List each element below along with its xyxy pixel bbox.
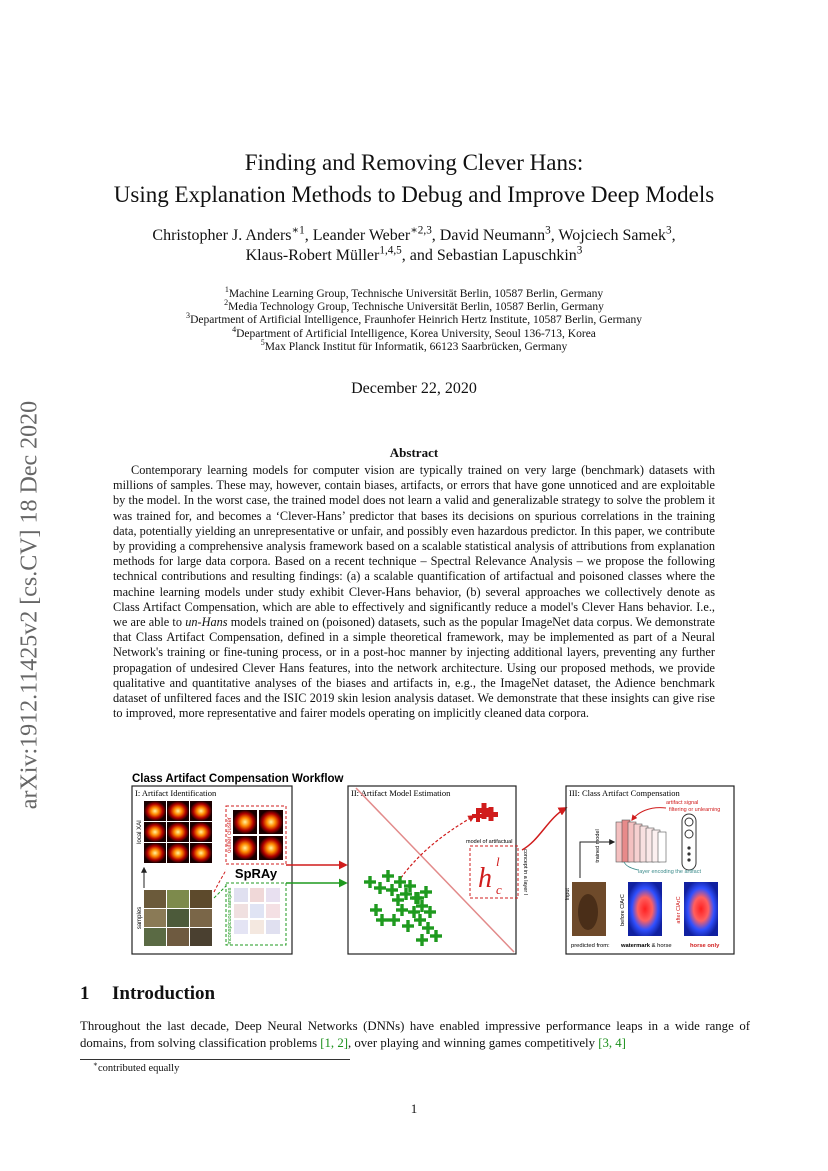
clean-cluster: [364, 870, 442, 946]
green-plus-mark: [368, 876, 371, 888]
h-symbol: h: [478, 863, 492, 894]
intro-text-2: , over playing and winning games competitively: [347, 1036, 599, 1050]
affiliation-sup: 4: [232, 324, 237, 334]
section-title: Introduction: [112, 983, 216, 1004]
green-plus-mark: [400, 904, 403, 916]
affiliation-sup: 3: [186, 311, 191, 321]
abstract-text-2: models trained on (poisoned) datasets, such as the popular ImageNet data corpus. We demonstrate that Class Artifact Compensation, defined in a simple theoretical framework, may be implemented as part of a Neural Network's training or fine-tuning process, or in a post-hoc manner by injecting additional layers, preventing any further propagation of undesired Clever Hans features, into the network architecture. Using our proposed methods, we provide qualitative and quantitative analyses of the biases and artifacts in, e.g., the ImageNet dataset, the Adience benchmark dataset of unfiltered faces and the ISIC 2019 skin lesion analysis dataset. We demonstrate that these insights can give rise to improved, more representative and fairer models operating on implicitly cleaned data corpora.: [113, 615, 715, 721]
green-plus-mark: [408, 880, 411, 892]
affiliation-sup: 2: [224, 298, 229, 308]
layer-encoding-arrow: [624, 862, 638, 870]
author-sup: ∗1: [291, 224, 305, 237]
trained-model-label: trained model: [595, 829, 601, 863]
after-clarc-heatmap: [684, 882, 718, 936]
green-plus-mark: [390, 884, 393, 896]
green-plus-mark: [420, 934, 423, 946]
author-sup: 3: [665, 224, 672, 237]
green-plus-mark: [396, 894, 399, 906]
author-name: and Sebastian Lapuschkin: [409, 247, 577, 264]
output-dot: [687, 846, 690, 849]
after-clarc-label: after ClArC: [676, 896, 682, 924]
authors-line1: Christopher J. Anders$^{∗1}$, Leander Weber$^{∗2,3}$, David Neumann$^3$, Wojciech Samek$^3$,: [152, 224, 676, 244]
spray-label: SpRAy: [234, 866, 278, 881]
arrow-red-2: [522, 808, 566, 850]
green-plus-mark: [380, 914, 383, 926]
green-plus-mark: [398, 876, 401, 888]
abstract-heading: Abstract: [389, 445, 439, 460]
figure-title: Class Artifact Compensation Workflow: [132, 773, 344, 785]
affiliation-text: Department of Artificial Intelligence, Fraunhofer Heinrich Hertz Institute, 10587 Berlin, Germany: [190, 314, 642, 327]
inconspicuous-heatmaps: [234, 888, 280, 934]
output-node: [685, 818, 693, 826]
green-plus-mark: [378, 882, 381, 894]
author-sup: 3: [576, 244, 583, 257]
signal-arrow: [632, 808, 666, 820]
h-superscript: l: [496, 854, 500, 869]
footnote-rule: [80, 1059, 350, 1060]
author-name: Wojciech Samek: [558, 227, 666, 244]
affiliation-sup: 1: [224, 285, 229, 295]
dashed-link-red: [214, 870, 226, 892]
affiliation: [0, 285, 828, 301]
green-plus-mark: [416, 892, 419, 904]
inconspicuous-label: inconspicuous samples: [227, 887, 233, 945]
paper-title-line1: Finding and Removing Clever Hans:: [244, 150, 584, 175]
outlier-cluster-label: outlier cluster: [227, 817, 233, 853]
affiliation: [0, 298, 828, 314]
footnote-text: contributed equally: [98, 1063, 180, 1074]
page-number: 1: [410, 1101, 418, 1116]
panel-title: I: Artifact Identification: [135, 788, 217, 798]
dashed-link-green: [214, 886, 226, 898]
abstract-emphasis: un-Hans: [185, 615, 228, 630]
panel-artifact-identification: [132, 786, 292, 954]
green-plus-mark: [386, 870, 389, 882]
green-plus-mark: [404, 888, 407, 900]
outlier-heatmaps: [233, 810, 283, 860]
watermark-horse-label: [620, 943, 672, 949]
filtering-label: filtering or unlearning: [669, 807, 721, 813]
paper-title-line2: Using Explanation Methods to Debug and Improve Deep Models: [113, 182, 715, 207]
section-heading: [80, 983, 215, 1005]
affiliation: [0, 324, 828, 341]
author-sup: 1,4,5: [379, 244, 402, 257]
horse-only-label: horse only: [690, 943, 720, 949]
predicted-from-label: predicted from:: [571, 943, 610, 949]
panel-class-artifact-compensation: [565, 786, 734, 954]
affiliation-text: Max Planck Institut für Informatik, 66123 Saarbrücken, Germany: [264, 340, 568, 353]
author-sup: 3: [545, 224, 551, 237]
layer-encoding-label: layer encoding the artifact: [638, 869, 701, 875]
intro-paragraph: [80, 1018, 750, 1052]
author-name: Leander Weber: [312, 227, 411, 244]
author-name: Klaus-Robert Müller: [245, 247, 380, 264]
and-horse-word: & horse: [650, 943, 672, 949]
output-node: [685, 830, 693, 838]
affiliation-text: Machine Learning Group, Technische Universität Berlin, 10587 Berlin, Germany: [228, 288, 604, 300]
green-plus-mark: [426, 922, 429, 934]
citation-link[interactable]: [1, 2]: [320, 1036, 348, 1050]
panel-artifact-model-estimation: [348, 786, 528, 954]
input-label: input: [565, 888, 571, 900]
author-sup: ∗2,3: [410, 224, 432, 237]
panel-title: III: Class Artifact Compensation: [569, 788, 680, 798]
affiliation-text: Department of Artificial Intelligence, Korea University, Seoul 136-713, Korea: [236, 327, 596, 340]
affiliation: [0, 311, 828, 327]
horse-shape: [578, 894, 598, 930]
watermark-word: watermark: [621, 943, 651, 949]
output-dot: [687, 852, 690, 855]
green-plus-mark: [374, 904, 377, 916]
local-xai-heatmaps: [144, 801, 212, 863]
author-name: David Neumann: [439, 227, 546, 244]
concept-layer-label: concept in a layer l: [522, 849, 528, 895]
artifact-signal-label: artifact signal: [666, 800, 699, 806]
green-plus-mark: [406, 920, 409, 932]
affiliations: [0, 285, 828, 354]
arxiv-identifier: arXiv:1912.11425v2 [cs.CV] 18 Dec 2020: [16, 400, 43, 810]
local-xai-label: local XAI: [137, 820, 143, 844]
green-plus-mark: [418, 914, 421, 926]
paper-date: December 22, 2020: [351, 380, 477, 397]
green-plus-mark: [420, 900, 423, 912]
authors-line2: Klaus-Robert Müller$^{1,4,5}$, and Sebastian Lapuschkin$^3$: [245, 244, 583, 264]
footnote: [93, 1059, 180, 1074]
green-plus-mark: [392, 914, 395, 926]
before-clarc-label: before ClArC: [620, 894, 626, 926]
panel-title: II: Artifact Model Estimation: [351, 788, 451, 798]
workflow-figure: [130, 770, 740, 960]
samples-label: samples: [137, 906, 143, 930]
intro-text-1: Throughout the last decade, Deep Neural Networks (DNNs) have enabled impressive performance leaps in a wide range of domains, from solving classification problems: [80, 1019, 750, 1050]
sample-photos: [144, 890, 212, 946]
section-number: 1: [80, 983, 90, 1004]
artifact-cluster: [472, 803, 498, 822]
affiliation-sup: 5: [260, 337, 265, 347]
green-plus-mark: [412, 906, 415, 918]
footnote-mark: ∗: [93, 1059, 98, 1069]
abstract-body: [113, 463, 715, 721]
green-plus-mark: [434, 930, 437, 942]
arxiv-side-label: [0, 360, 60, 850]
citation-link[interactable]: [3, 4]: [598, 1036, 626, 1050]
model-of-artifact-label: model of artifactual: [466, 839, 513, 845]
network-layers: [616, 820, 666, 862]
output-dot: [687, 858, 690, 861]
affiliation: [0, 337, 828, 354]
author-name: Christopher J. Anders: [152, 227, 292, 244]
affiliation-text: Media Technology Group, Technische Universität Berlin, 10587 Berlin, Germany: [228, 301, 604, 314]
h-subscript: c: [496, 882, 502, 897]
green-plus-mark: [428, 906, 431, 918]
before-clarc-heatmap: [628, 882, 662, 936]
abstract-text-1: Contemporary learning models for computer vision are typically trained on very large (benchmark) datasets with millions of samples. These may, however, contain biases, artifacts, or errors that have gone unnoticed and are exploitable by the model. In the worst case, the trained model does not learn a valid and generalizable strategy to solve the problem it was trained for, and becomes a ‘Clever-Hans’ predictor that bases its decisions on spurious correlations in the training data, potentially yielding an unrepresentative or unfair, and possibly even hazardous predictor. In this paper, we contribute by providing a comprehensive analysis framework based on a scalable statistical analysis of attributions from explanation methods for large data corpora. Based on a recent technique – Spectral Relevance Analysis – we propose the following technical contributions and resulting findings: (a) a scalable quantification of artifactual and poisoned classes where the machine learning models under study exhibit Clever-Hans behavior, (b) several approaches we collectively denote as Class Artifact Compensation, which are able to effectively and significantly reduce a model's Clever Hans behavior. I.e., we are able to: [113, 463, 715, 630]
green-plus-mark: [424, 886, 427, 898]
